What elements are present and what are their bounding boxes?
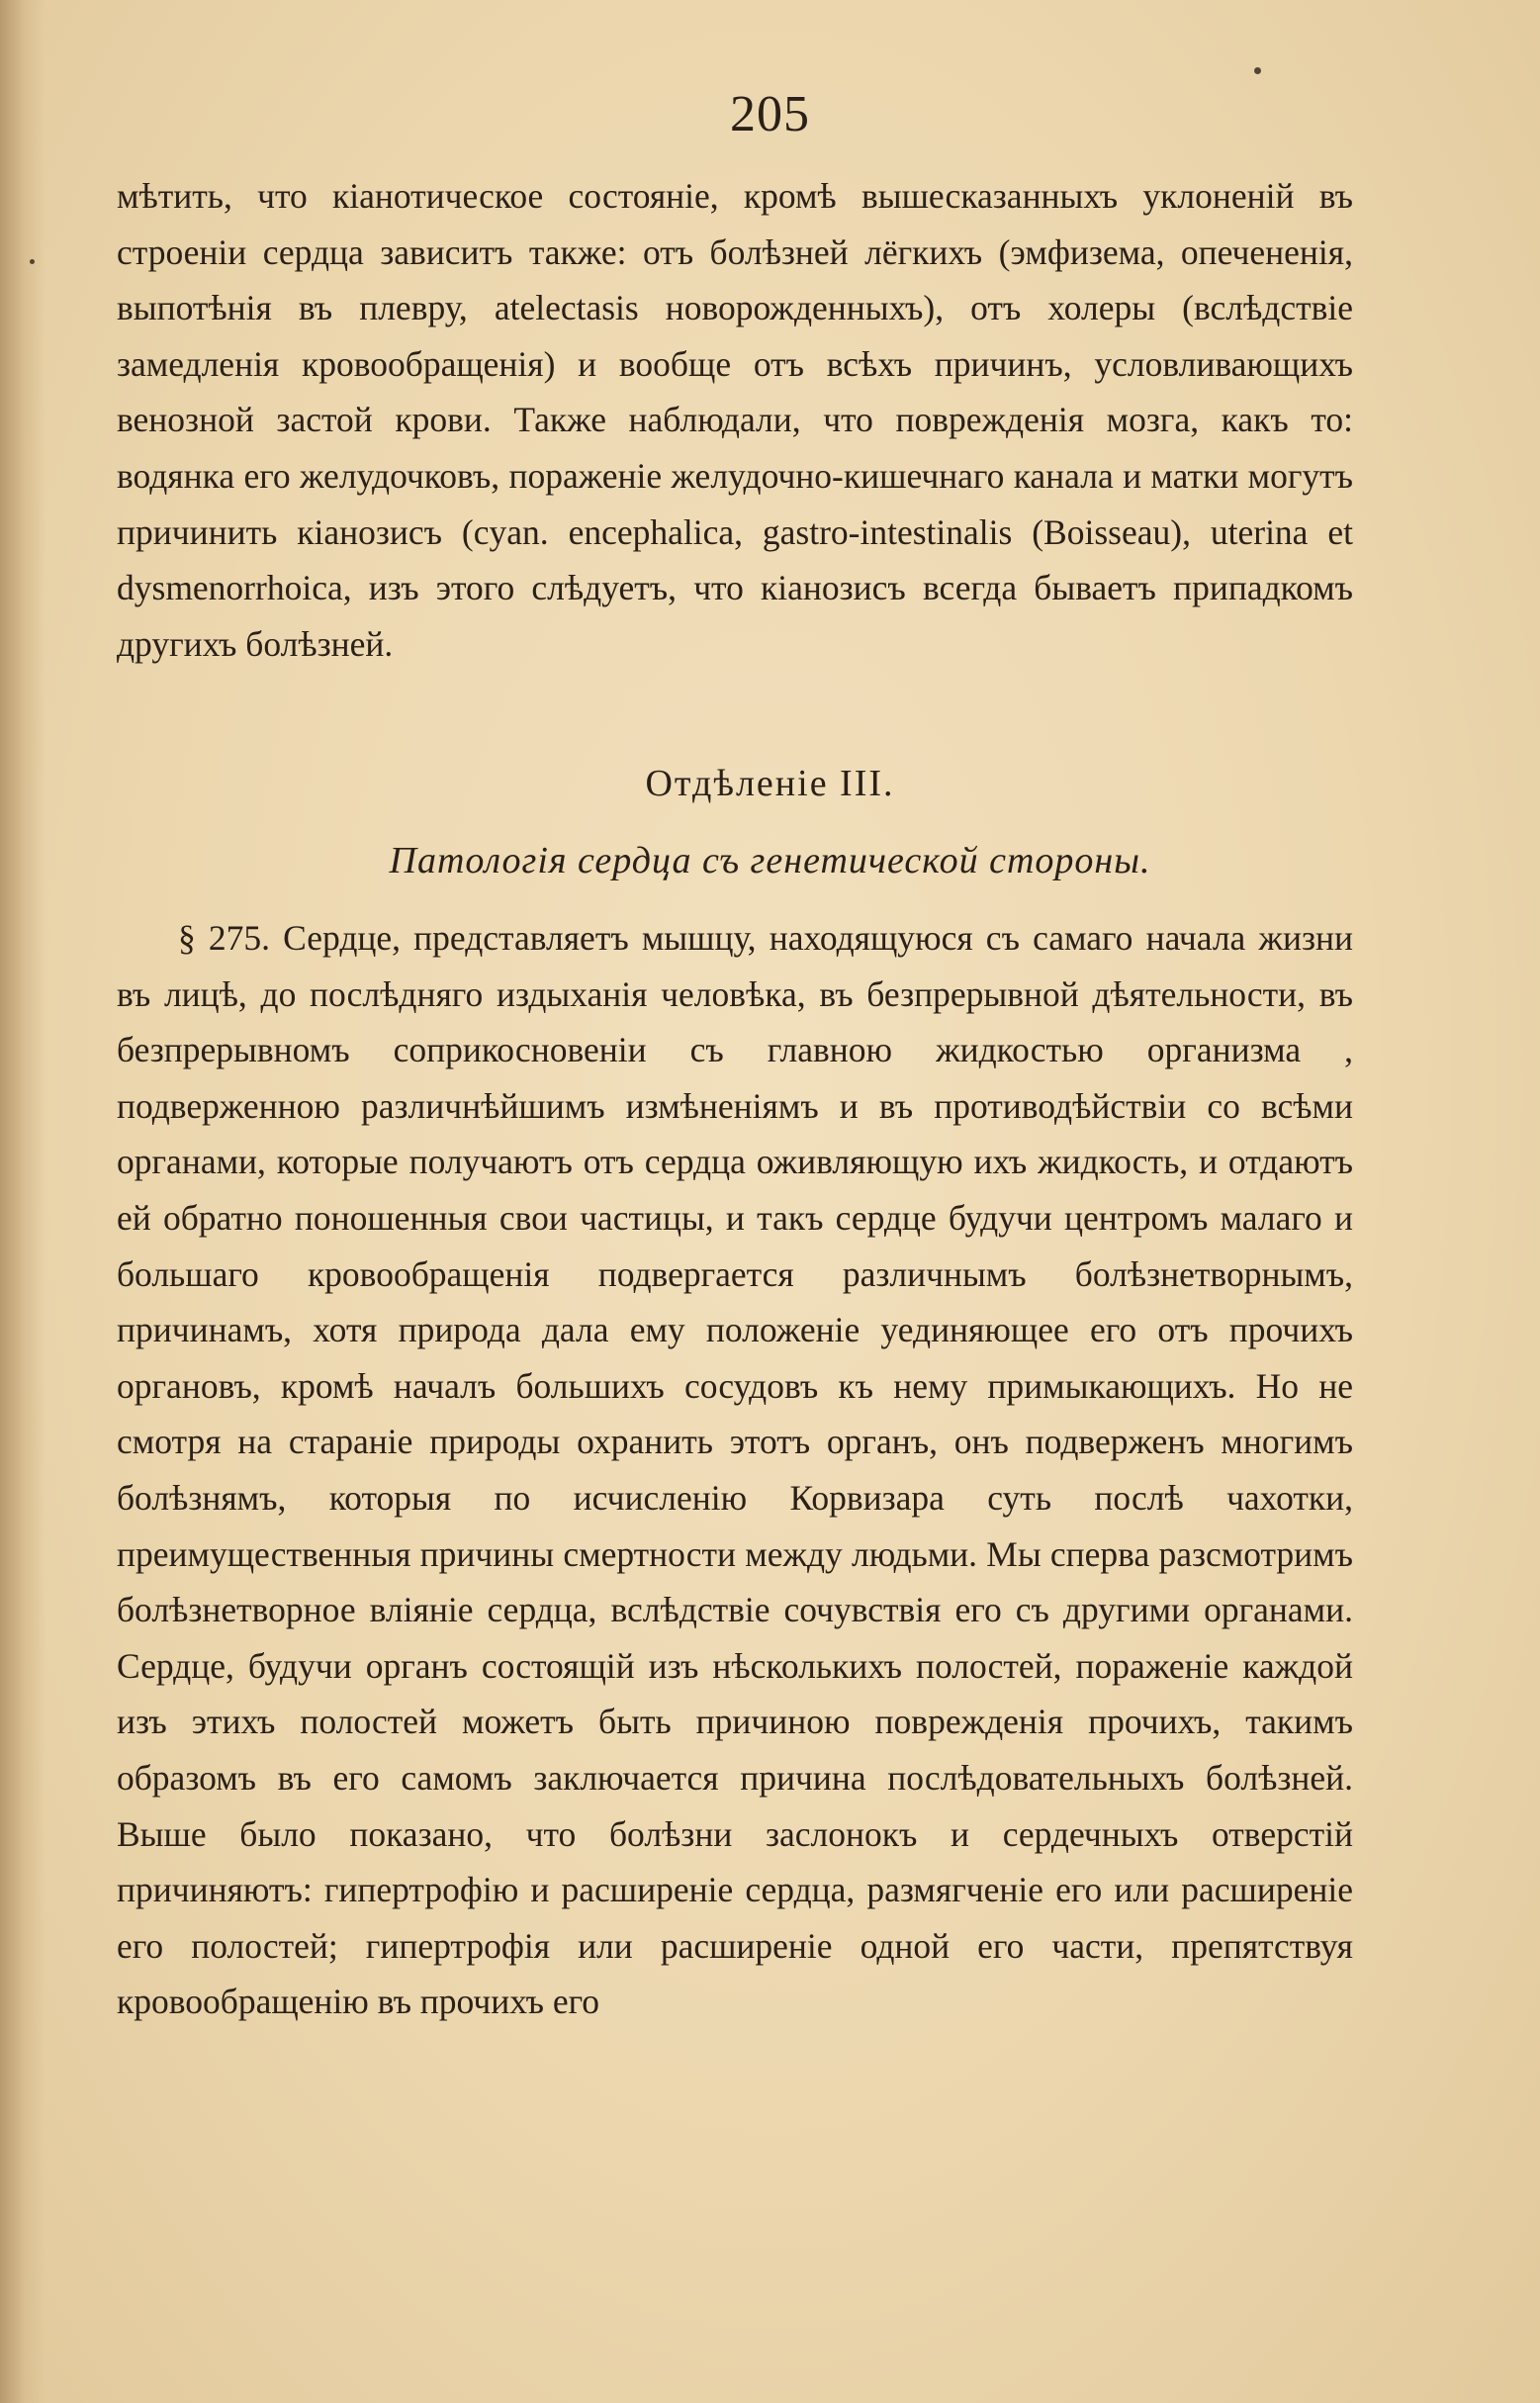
ink-speck: [1254, 67, 1261, 74]
paragraph-275: § 275. Сердце, представляетъ мышцу, находящуюся съ самаго начала жизни въ лицѣ, до послѣдняго издыханія человѣка, въ безпрерывной дѣятельности, въ безпрерывномъ соприкосновеніи съ главною жидкостью организма , подверженною различнѣйшимъ измѣненіямъ и въ противодѣйствіи со всѣми органами, которые получаютъ отъ сердца оживляющую ихъ жидкость, и отдаютъ ей обратно поношенныя свои частицы, и такъ сердце будучи центромъ малаго и большаго кровообращенія подвергается различнымъ болѣзнетворнымъ, причинамъ, хотя природа дала ему положеніе уединяющее его отъ прочихъ органовъ, кромѣ началъ большихъ сосудовъ къ нему примыкающихъ. Но не смотря на стараніе природы охранить этотъ органъ, онъ подверженъ многимъ болѣзнямъ, которыя по исчисленію Корвизара суть послѣ чахотки, преимущественныя причины смертности между людьми. Мы сперва разсмотримъ болѣзнетворное вліяніе сердца, вслѣдствіе сочувствія его съ другими органами. Сердце, будучи органъ состоящій изъ нѣсколькихъ полостей, пораженіе каждой изъ этихъ полостей можетъ быть причиною поврежденія прочихъ, такимъ образомъ въ его самомъ заключается причина послѣдовательныхъ болѣзней. Выше было показано, что болѣзни заслонокъ и сердечныхъ отверстій причиняютъ: гипертрофію и расширеніе сердца, размягченіе его или расширеніе его полостей; гипертрофія или расширеніе одной его части, препятствуя кровообращенію въ прочихъ его: [117, 918, 1353, 2022]
paragraph-continuation: мѣтить, что кіанотическое состояніе, кромѣ вышесказанныхъ уклоненій въ строеніи сердца зависитъ также: отъ болѣзней лёгкихъ (эмфизема, опечененія, выпотѣнія въ плевру, atelectasis новорожденныхъ), отъ холеры (вслѣдствіе замедленія кровообращенія) и вообще отъ всѣхъ причинъ, условливающихъ венозной застой крови. Также наблюдали, что поврежденія мозга, какъ то: водянка его желудочковъ, пораженіе желудочно-кишечнаго канала и матки могутъ причинить кіанозисъ (cyan. encephalica, gastro-intestinalis (Boisseau), uterina et dysmenorrhoica, изъ этого слѣдуетъ, что кіанозисъ всегда бываетъ припадкомъ другихъ болѣзней.: [117, 176, 1353, 664]
binding-shadow: [0, 0, 45, 2403]
ink-speck: [30, 259, 35, 264]
section-title: Отдѣленіе III.: [645, 763, 895, 804]
section-subtitle: Патологія сердца съ генетической стороны.: [389, 840, 1151, 881]
page-number: 205: [730, 86, 810, 142]
